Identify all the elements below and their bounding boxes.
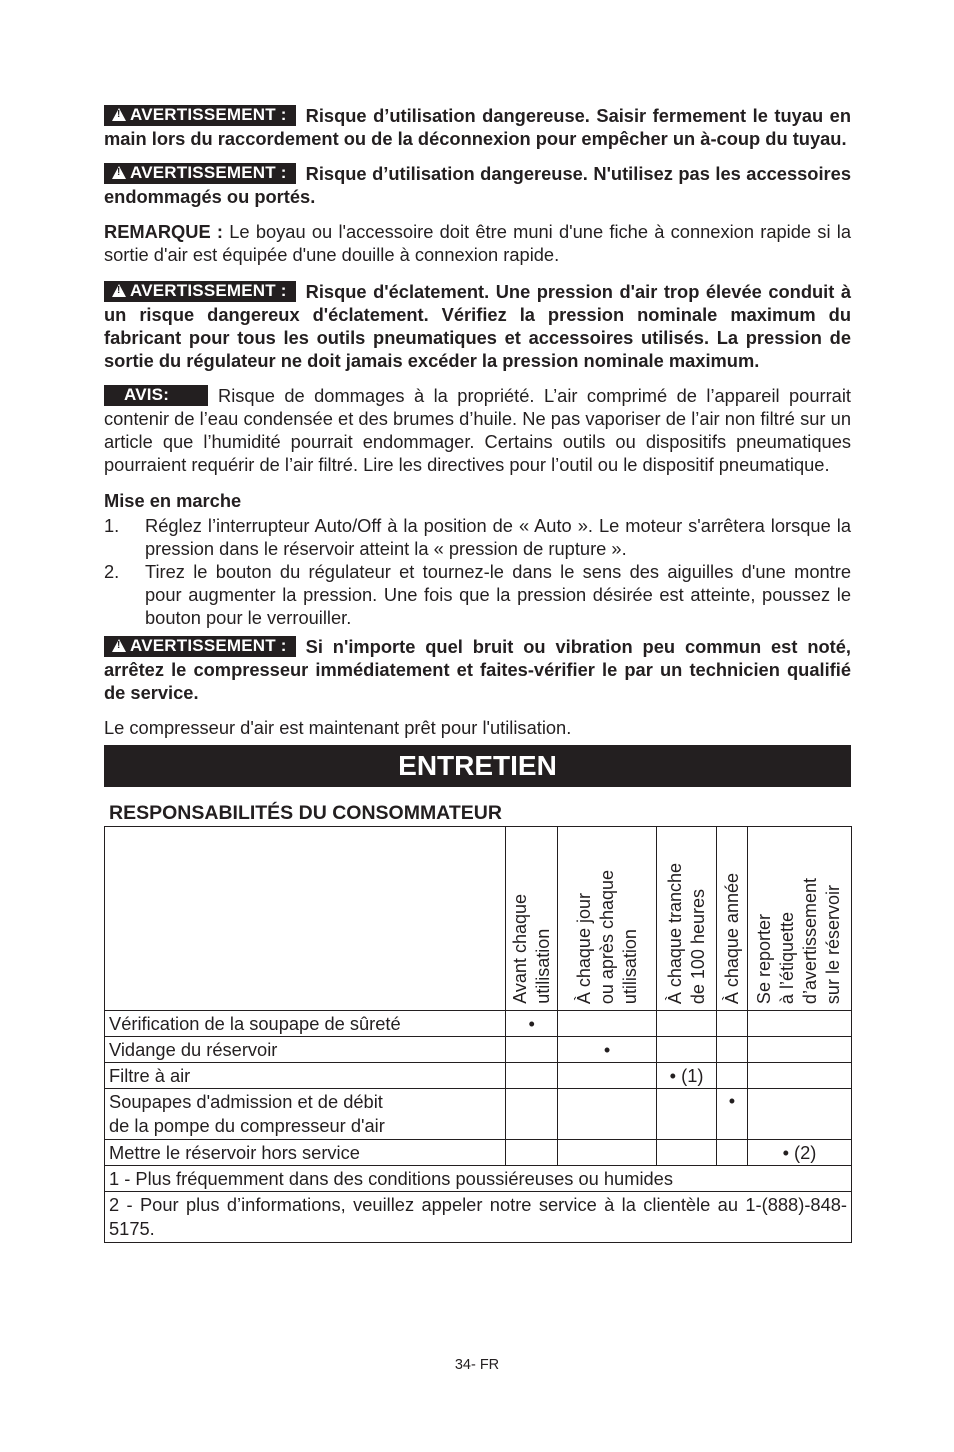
table-cell xyxy=(558,1089,657,1140)
table-note-row xyxy=(105,1192,852,1243)
table-cell xyxy=(558,1140,657,1166)
warning-badge: !AVERTISSEMENT : xyxy=(104,105,296,126)
column-header: À chaque tranche de 100 heures xyxy=(657,827,717,1011)
warning-triangle-icon xyxy=(112,284,126,297)
table-header-corner xyxy=(105,827,506,1011)
table-cell xyxy=(747,1063,851,1089)
startup-steps xyxy=(104,514,851,629)
column-header: Avant chaque utilisation xyxy=(506,827,558,1011)
avis-notice: AVIS: Risque de dommages à la propriété. L’air comprimé de l’appareil pourrait contenir de l’eau condensée et des brumes d’huile. Ne pas vaporiser de l’air non filtré sur un article que l’humidité pourrait endommager. Certains outils ou dispositifs pneumatiques pourraient requérir de l’air filtré. Lire les directives pour l’outil ou le dispositif pneumatique. xyxy=(104,385,851,475)
table-cell xyxy=(717,1063,748,1089)
table-note: 2 - Pour plus d’informations, veuillez appeler notre service à la clientèle au 1-(888)-848-5175. xyxy=(105,1192,852,1243)
table-row xyxy=(105,1011,852,1037)
column-header: À chaque jour ou après chaque utilisation xyxy=(558,827,657,1011)
table-row xyxy=(105,1063,852,1089)
table-cell xyxy=(506,1089,558,1140)
row-label: Vidange du réservoir xyxy=(105,1037,506,1063)
table-note-row xyxy=(105,1166,852,1192)
table-cell: • (1) xyxy=(657,1063,717,1089)
warning-badge: !AVERTISSEMENT : xyxy=(104,281,296,302)
table-header-row xyxy=(105,827,852,1011)
column-header: Se reporter à l’étiquette d’avertissement sur le réservoir xyxy=(747,827,851,1011)
table-cell xyxy=(747,1037,851,1063)
remarque-note: REMARQUE : Le boyau ou l'accessoire doit être muni d'une fiche à connexion rapide si la sortie d'air est équipée d'une douille à connexion rapide. xyxy=(104,221,851,265)
warning-accessories: !AVERTISSEMENT : Risque d’utilisation dangereuse. N'utilisez pas les accessoires endommagés ou portés. xyxy=(104,162,851,208)
list-item: 1. Réglez l’interrupteur Auto/Off à la position de « Auto ». Le moteur s'arrêtera lorsque la pression dans le réservoir atteint la « pression de rupture ». xyxy=(104,515,851,559)
row-label: Soupapes d'admission et de débit de la pompe du compresseur d'air xyxy=(105,1089,506,1140)
table-cell xyxy=(506,1063,558,1089)
warning-triangle-icon xyxy=(112,166,126,179)
column-header: À chaque année xyxy=(717,827,748,1011)
warning-hose: !AVERTISSEMENT : Risque d’utilisation dangereuse. Saisir fermement le tuyau en main lors du raccordement ou de la déconnexion pour empêcher un à-coup du tuyau. xyxy=(104,104,851,150)
table-title: RESPONSABILITÉS DU CONSOMMATEUR xyxy=(109,802,502,824)
table-cell xyxy=(506,1037,558,1063)
row-label: Filtre à air xyxy=(105,1063,506,1089)
table-cell xyxy=(657,1011,717,1037)
table-cell xyxy=(558,1063,657,1089)
manual-page xyxy=(104,104,851,1243)
warning-badge: !AVERTISSEMENT : xyxy=(104,163,296,184)
table-cell xyxy=(657,1089,717,1140)
warning-burst: !AVERTISSEMENT : Risque d'éclatement. Une pression d'air trop élevée conduit à un risque dangereux d'éclatement. Vérifiez la pression nominale maximum du fabricant pour tous les outils pneumatiques et accessoires utilisés. La pression de sortie du régulateur ne doit jamais excéder la pression nominale maximum. xyxy=(104,280,851,372)
ready-text: Le compresseur d'air est maintenant prêt pour l'utilisation. xyxy=(104,717,572,738)
table-note: 1 - Plus fréquemment dans des conditions poussiéreuses ou humides xyxy=(105,1166,852,1192)
table-row xyxy=(105,1140,852,1166)
table-cell xyxy=(747,1089,851,1140)
section-banner: ENTRETIEN xyxy=(104,745,851,787)
table-cell xyxy=(657,1140,717,1166)
table-cell xyxy=(558,1011,657,1037)
table-cell xyxy=(717,1037,748,1063)
warning-triangle-icon xyxy=(112,108,126,121)
table-cell xyxy=(717,1140,748,1166)
warning-badge: !AVERTISSEMENT : xyxy=(104,636,296,657)
table-row xyxy=(105,1089,852,1140)
table-cell xyxy=(657,1037,717,1063)
table-cell xyxy=(506,1140,558,1166)
section-title-mise-en-marche: Mise en marche xyxy=(104,490,242,511)
table-cell xyxy=(717,1011,748,1037)
row-label: Vérification de la soupape de sûreté xyxy=(105,1011,506,1037)
page-number: 34- FR xyxy=(454,1357,500,1373)
row-label: Mettre le réservoir hors service xyxy=(105,1140,506,1166)
warning-triangle-icon xyxy=(112,639,126,652)
warning-noise: !AVERTISSEMENT : Si n'importe quel bruit ou vibration peu commun est noté, arrêtez le compresseur immédiatement et faites-vérifier le par un technicien qualifié de service. xyxy=(104,635,851,704)
maintenance-table xyxy=(104,826,852,1243)
table-cell: • xyxy=(717,1089,748,1140)
table-row xyxy=(105,1037,852,1063)
list-item: 2. Tirez le bouton du régulateur et tournez-le dans le sens des aiguilles d'une montre pour augmenter la pression. Une fois que la pression désirée est atteinte, poussez le bouton pour le verrouiller. xyxy=(104,561,851,628)
table-cell: • xyxy=(558,1037,657,1063)
avis-badge: AVIS: xyxy=(104,385,208,406)
table-cell: • (2) xyxy=(747,1140,851,1166)
table-cell xyxy=(747,1011,851,1037)
table-cell: • xyxy=(506,1011,558,1037)
